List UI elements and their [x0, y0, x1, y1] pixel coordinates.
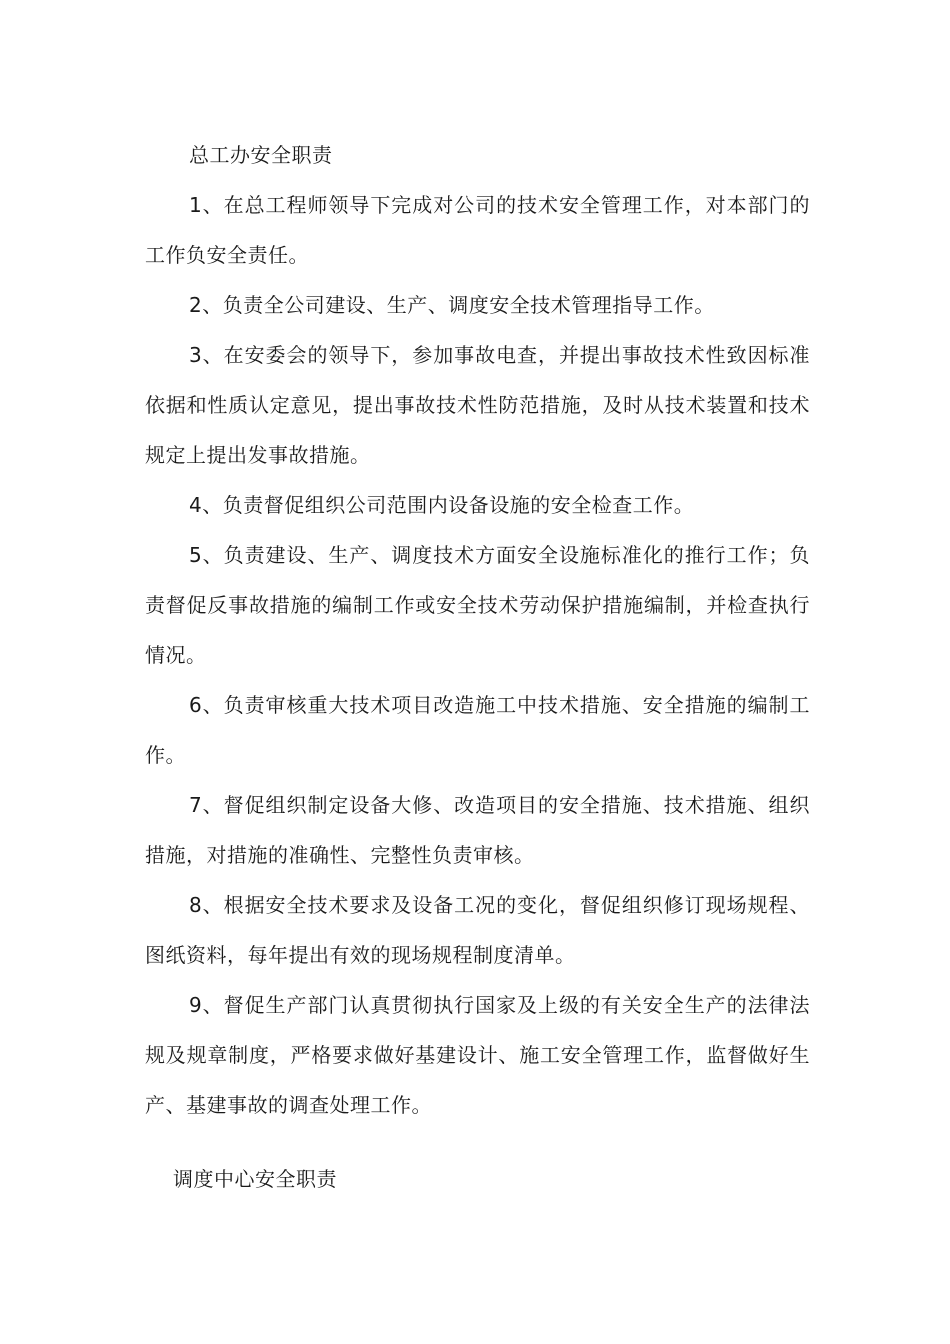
- duty-item-2: 2、负责全公司建设、生产、调度安全技术管理指导工作。: [189, 293, 715, 317]
- document-body: [145, 130, 810, 1204]
- duty-item-1: 1、在总工程师领导下完成对公司的技术安全管理工作，对本部门的工作负安全责任。: [145, 193, 810, 267]
- duty-item-5: 5、负责建设、生产、调度技术方面安全设施标准化的推行工作；负责督促反事故措施的编制工作或安全技术劳动保护措施编制，并检查执行情况。: [145, 543, 810, 667]
- section-title-dispatch-center: 调度中心安全职责: [173, 1167, 337, 1191]
- duty-item-8: 8、根据安全技术要求及设备工况的变化，督促组织修订现场规程、图纸资料，每年提出有效的现场规程制度清单。: [145, 893, 810, 967]
- duty-item-3: 3、在安委会的领导下，参加事故电查，并提出事故技术性致因标准依据和性质认定意见，提出事故技术性防范措施，及时从技术装置和技术规定上提出发事故措施。: [145, 343, 810, 467]
- section-title-general-office: 总工办安全职责: [189, 143, 333, 167]
- duty-item-6: 6、负责审核重大技术项目改造施工中技术措施、安全措施的编制工作。: [145, 693, 810, 767]
- duty-item-4: 4、负责督促组织公司范围内设备设施的安全检查工作。: [189, 493, 695, 517]
- duty-item-7: 7、督促组织制定设备大修、改造项目的安全措施、技术措施、组织措施，对措施的准确性、完整性负责审核。: [145, 793, 810, 867]
- duty-item-9: 9、督促生产部门认真贯彻执行国家及上级的有关安全生产的法律法规及规章制度，严格要求做好基建设计、施工安全管理工作，监督做好生产、基建事故的调查处理工作。: [145, 993, 810, 1117]
